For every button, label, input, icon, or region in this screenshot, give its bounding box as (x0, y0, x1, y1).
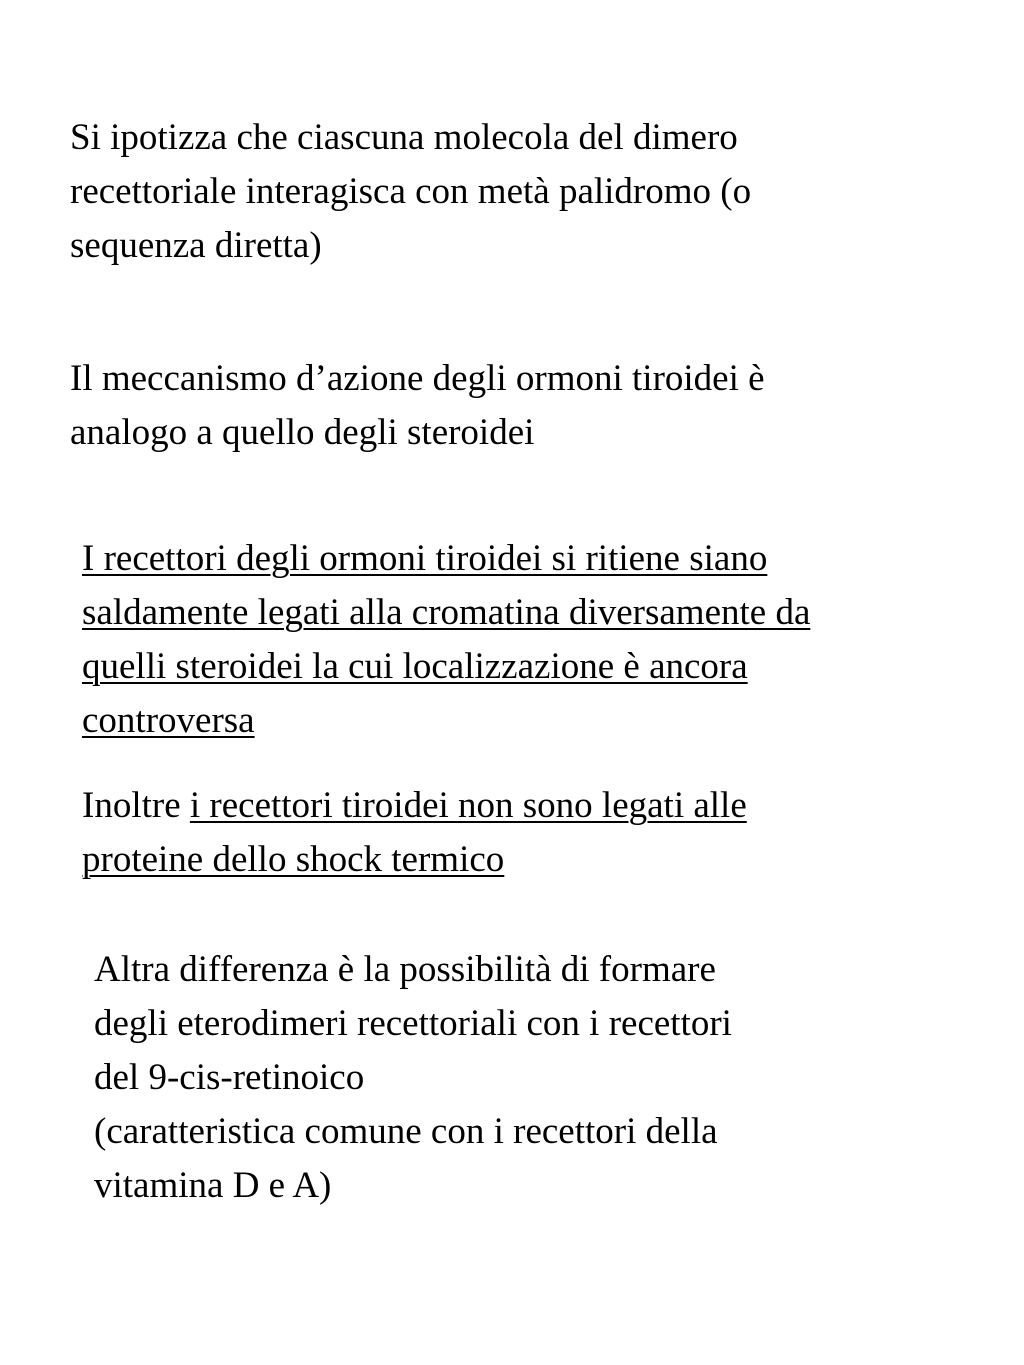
text-line: degli eterodimeri recettoriali con i recettori (94, 1003, 732, 1044)
text-line: sequenza diretta) (70, 225, 322, 266)
text-line: analogo a quello degli steroidei (70, 412, 535, 453)
paragraph-heat-shock (82, 779, 747, 887)
underlined-text-line: I recettori degli ormoni tiroidei si ritiene siano (82, 538, 768, 579)
underlined-text-line: proteine dello shock termico (82, 839, 505, 880)
underlined-text: i recettori tiroidei non sono legati alle (189, 785, 747, 826)
text-line: del 9-cis-retinoico (94, 1057, 365, 1098)
paragraph-chromatin-receptors (82, 532, 810, 748)
text-line: (caratteristica comune con i recettori della (94, 1111, 718, 1152)
underlined-text-line: saldamente legati alla cromatina diversamente da (82, 592, 811, 633)
text-prefix: Inoltre (82, 785, 190, 826)
text-line: Si ipotizza che ciascuna molecola del dimero (70, 117, 738, 158)
underlined-text-line: controversa (82, 700, 255, 741)
text-line: Altra differenza è la possibilità di formare (94, 949, 716, 990)
paragraph-dimer-hypothesis (70, 111, 751, 273)
paragraph-mechanism (70, 352, 765, 460)
paragraph-heterodimers (94, 943, 732, 1213)
underlined-text-line: quelli steroidei la cui localizzazione è ancora (82, 646, 748, 687)
text-line: vitamina D e A) (94, 1165, 332, 1206)
text-line: Il meccanismo d’azione degli ormoni tiroidei è (70, 358, 765, 399)
text-line: recettoriale interagisca con metà palidromo (o (70, 171, 752, 212)
